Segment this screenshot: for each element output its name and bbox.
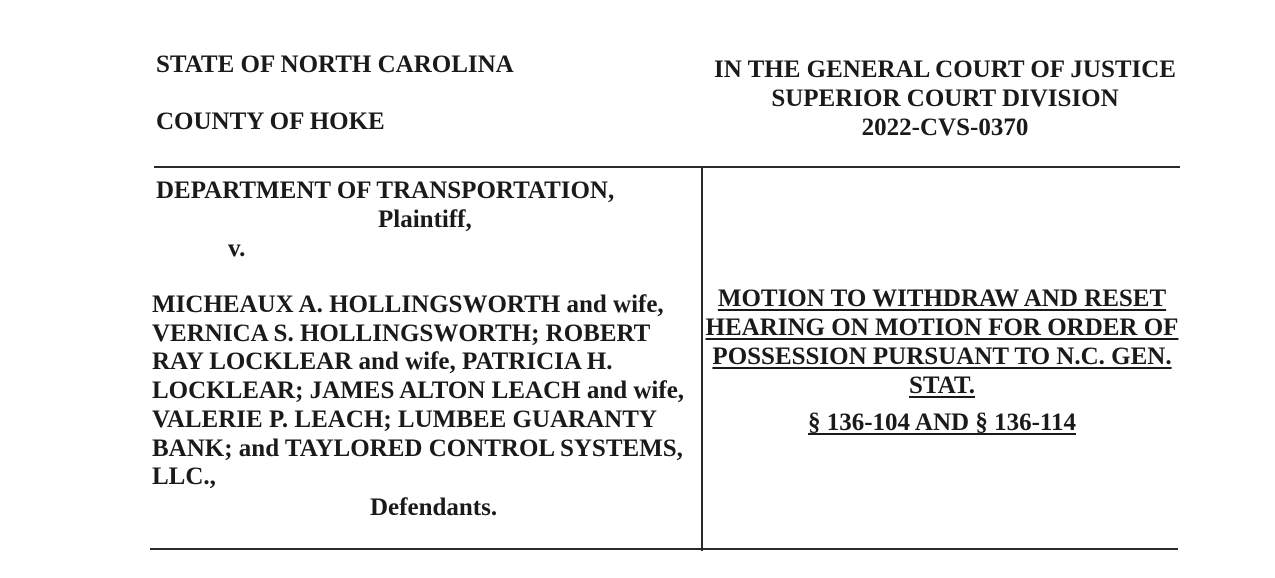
motion-title-line: STAT. [909, 372, 975, 399]
defendants-label: Defendants. [370, 494, 498, 521]
caption-bottom-rule [150, 548, 1178, 550]
motion-title [703, 284, 1181, 437]
defendant-line: RAY LOCKLEAR and wife, PATRICIA H. [152, 348, 613, 376]
case-number: 2022-CVS-0370 [861, 114, 1029, 141]
versus: v. [228, 235, 246, 262]
court-block [705, 55, 1185, 142]
court-division: SUPERIOR COURT DIVISION [771, 85, 1119, 112]
motion-title-line: MOTION TO WITHDRAW AND RESET [717, 285, 1167, 312]
motion-title-line: POSSESSION PURSUANT TO N.C. GEN. [712, 343, 1172, 370]
defendant-line: VALERIE P. LEACH; LUMBEE GUARANTY [152, 405, 657, 433]
plaintiff-label: Plaintiff, [378, 206, 472, 233]
state-heading: STATE OF NORTH CAROLINA [156, 51, 514, 78]
county-heading: COUNTY OF HOKE [156, 108, 385, 135]
defendant-line: LOCKLEAR; JAMES ALTON LEACH and wife, [152, 377, 685, 405]
defendant-line: LLC., [152, 463, 216, 491]
caption-top-rule [154, 166, 1180, 168]
plaintiff-name: DEPARTMENT OF TRANSPORTATION, [156, 177, 615, 204]
statute-reference: § 136-104 AND § 136-114 [807, 409, 1077, 436]
defendants-list [152, 291, 684, 492]
defendant-line: VERNICA S. HOLLINGSWORTH; ROBERT [152, 319, 651, 347]
defendant-line: BANK; and TAYLORED CONTROL SYSTEMS, [152, 434, 683, 462]
defendant-line: MICHEAUX A. HOLLINGSWORTH and wife, [152, 291, 664, 318]
court-name: IN THE GENERAL COURT OF JUSTICE [714, 56, 1176, 83]
motion-title-line: HEARING ON MOTION FOR ORDER OF [705, 314, 1179, 341]
